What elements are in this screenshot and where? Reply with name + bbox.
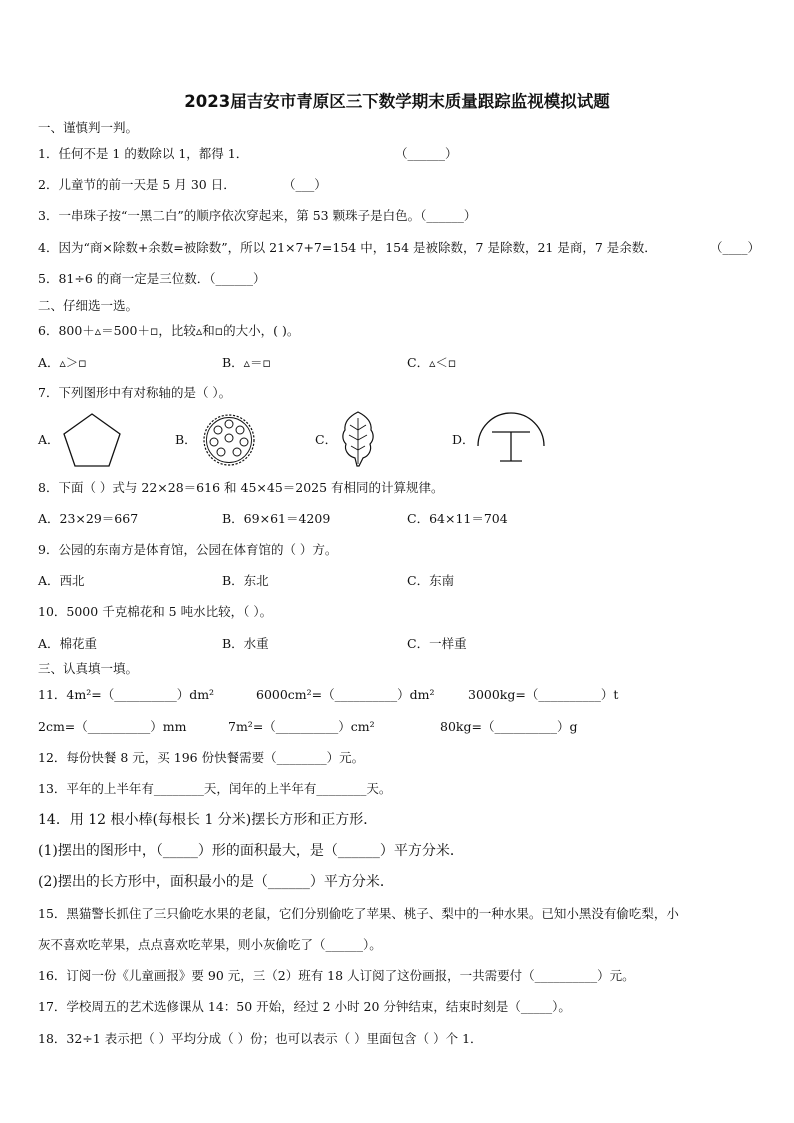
question-6-option-a: A．▵＞▫ xyxy=(38,355,87,370)
question-4: 4．因为“商×除数+余数=被除数”，所以 21×7+7=154 中，154 是被除数，7 是除数，21 是商，7 是余数． xyxy=(38,240,657,255)
question-6-option-b: B．▵＝▫ xyxy=(222,355,271,370)
dotted-circle-figure xyxy=(200,411,258,469)
question-9: 9．公园的东南方是体育馆，公园在体育馆的（ ）方。 xyxy=(38,542,338,557)
question-11-item-6: 80kg=（__________）g xyxy=(440,719,578,734)
question-7-label-b: B． xyxy=(175,432,197,447)
arch-table-figure xyxy=(474,410,548,468)
question-10-option-c: C．一样重 xyxy=(407,636,467,651)
question-11-item-5: 7m²=（__________）cm² xyxy=(228,719,375,734)
question-7: 7．下列图形中有对称轴的是（ ）。 xyxy=(38,385,232,400)
question-7-label-a: A． xyxy=(38,432,60,447)
question-8-option-b: B．69×61＝4209 xyxy=(222,511,331,526)
page-title: 2023届吉安市青原区三下数学期末质量跟踪监视模拟试题 xyxy=(184,92,610,111)
question-1-answer-blank: （______） xyxy=(395,146,458,161)
question-10-option-a: A．棉花重 xyxy=(38,636,98,651)
question-11-item-1: 11．4m²=（__________）dm² xyxy=(38,687,215,702)
question-1: 1．任何不是 1 的数除以 1，都得 1． xyxy=(38,146,249,161)
question-9-option-c: C．东南 xyxy=(407,573,455,588)
question-8-option-a: A．23×29＝667 xyxy=(38,511,139,526)
question-9-option-a: A．西北 xyxy=(38,573,85,588)
question-11-item-2: 6000cm²=（__________）dm² xyxy=(256,687,435,702)
question-6: 6．800＋▵＝500＋▫，比较▵和▫的大小，( )。 xyxy=(38,323,300,338)
question-11-item-4: 2cm=（__________）mm xyxy=(38,719,187,734)
question-7-label-c: C． xyxy=(315,432,338,447)
question-8: 8．下面（ ）式与 22×28＝616 和 45×45＝2025 有相同的计算规律。 xyxy=(38,480,444,495)
question-5: 5．81÷6 的商一定是三位数．（______） xyxy=(38,271,266,286)
question-15-line-2: 灰不喜欢吃苹果，点点喜欢吃苹果，则小灰偷吃了（______）。 xyxy=(38,937,382,952)
question-18: 18．32÷1 表示把（ ）平均分成（ ）份；也可以表示（ ）里面包含（ ）个 1． xyxy=(38,1031,483,1046)
question-9-option-b: B．东北 xyxy=(222,573,269,588)
question-10: 10．5000 千克棉花和 5 吨水比较，（ ）。 xyxy=(38,604,273,619)
question-4-answer-blank: （____） xyxy=(710,240,761,255)
question-17: 17．学校周五的艺术选修课从 14：50 开始，经过 2 小时 20 分钟结束，结束时刻是（_____）。 xyxy=(38,999,571,1014)
question-7-label-d: D． xyxy=(452,432,475,447)
question-2-answer-blank: （___） xyxy=(283,177,327,192)
leaf-figure xyxy=(336,408,380,470)
question-13: 13．平年的上半年有________天，闰年的上半年有________天。 xyxy=(38,781,392,796)
question-15-line-1: 15．黑猫警长抓住了三只偷吃水果的老鼠，它们分别偷吃了苹果、桃子、梨中的一种水果。已知小黑没有偷吃梨，小 xyxy=(38,906,679,921)
question-2: 2．儿童节的前一天是 5 月 30 日． xyxy=(38,177,236,192)
question-16: 16．订阅一份《儿童画报》要 90 元，三（2）班有 18 人订阅了这份画报，一共需要付（__________）元。 xyxy=(38,968,635,983)
question-6-option-c: C．▵＜▫ xyxy=(407,355,457,370)
question-14-part-2: (2)摆出的长方形中，面积最小的是（______）平方分米． xyxy=(38,874,394,890)
section-judge-heading: 一、谨慎判一判。 xyxy=(38,120,139,135)
question-14: 14．用 12 根小棒(每根长 1 分米)摆长方形和正方形． xyxy=(38,812,378,828)
pentagon-figure xyxy=(60,410,124,470)
section-choice-heading: 二、仔细选一选。 xyxy=(38,298,139,313)
question-3: 3．一串珠子按“一黑二白”的顺序依次穿起来，第 53 颗珠子是白色。（______） xyxy=(38,208,477,223)
section-fill-heading: 三、认真填一填。 xyxy=(38,661,139,676)
question-10-option-b: B．水重 xyxy=(222,636,269,651)
question-8-option-c: C．64×11＝704 xyxy=(407,511,508,526)
question-12: 12．每份快餐 8 元，买 196 份快餐需要（________）元。 xyxy=(38,750,365,765)
question-11-item-3: 3000kg=（__________）t xyxy=(468,687,619,702)
question-14-part-1: (1)摆出的图形中，（_____）形的面积最大，是（______）平方分米． xyxy=(38,843,464,859)
